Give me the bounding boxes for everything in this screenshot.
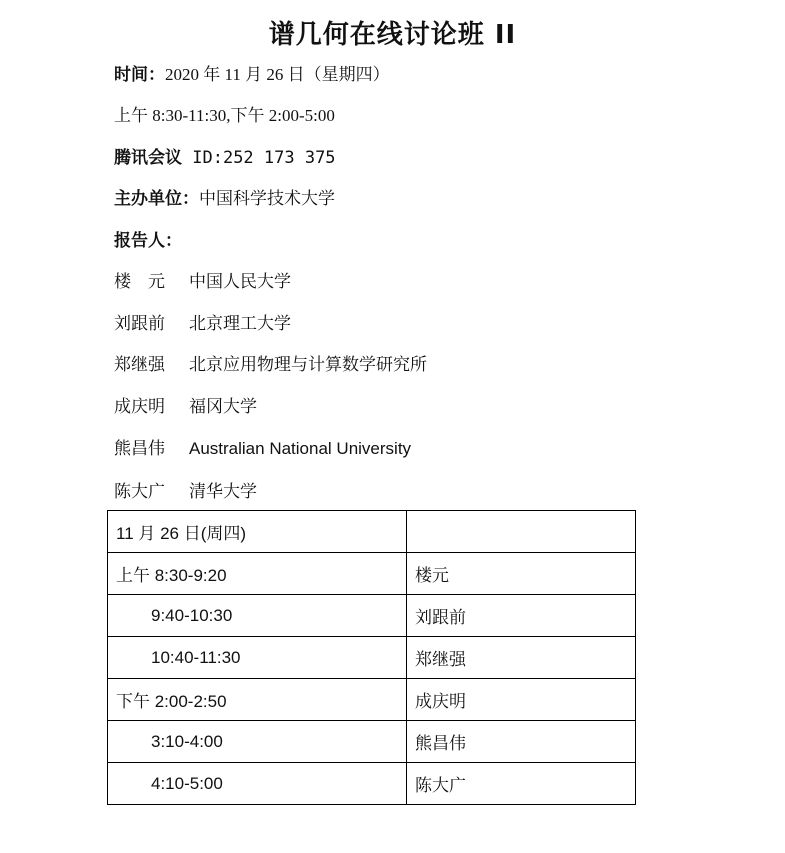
schedule-speaker-cell: 刘跟前: [407, 595, 636, 637]
speaker-name: 楼 元: [114, 272, 165, 291]
speaker-name: 陈大广: [114, 482, 165, 501]
speaker-affiliation: 福冈大学: [189, 397, 257, 416]
schedule-time-cell: 上午 8:30-9:20: [108, 553, 407, 595]
table-row: [108, 679, 636, 721]
organizer-label: 主办单位：: [114, 189, 199, 209]
time-line: [114, 64, 390, 86]
table-row: [108, 637, 636, 679]
schedule-header-empty-cell: [407, 511, 636, 553]
schedule-speaker-cell: 熊昌伟: [407, 721, 636, 763]
speaker-affiliation: 中国人民大学: [189, 272, 291, 291]
speaker-affiliation: Australian National University: [189, 439, 412, 458]
schedule-speaker-cell: 陈大广: [407, 763, 636, 805]
time-label: 时间：: [114, 65, 165, 85]
speaker-name: 郑继强: [114, 355, 165, 374]
speakers-heading: 报告人：: [114, 231, 182, 251]
schedule-time-cell: 9:40-10:30: [108, 595, 407, 637]
page-title: 谱几何在线讨论班 II: [268, 20, 517, 50]
speaker-name: 刘跟前: [114, 314, 165, 333]
schedule-time-cell: 10:40-11:30: [108, 637, 407, 679]
speaker-name: 熊昌伟: [114, 439, 165, 458]
speaker-entry: [114, 354, 427, 376]
schedule-time-cell: 4:10-5:00: [108, 763, 407, 805]
table-row: [108, 595, 636, 637]
table-row: [108, 553, 636, 595]
speaker-entry: [114, 313, 291, 335]
table-row: [108, 721, 636, 763]
meeting-id-value: 252 173 375: [222, 148, 336, 168]
schedule-time-cell: 3:10-4:00: [108, 721, 407, 763]
speaker-entry: [114, 438, 411, 460]
speaker-entry: [114, 396, 257, 418]
meeting-label: 腾讯会议: [114, 148, 182, 168]
meeting-id-label: ID:: [182, 148, 223, 168]
schedule-speaker-cell: 郑继强: [407, 637, 636, 679]
speaker-entry: [114, 481, 257, 503]
schedule-time-cell: 下午 2:00-2:50: [108, 679, 407, 721]
speaker-affiliation: 北京应用物理与计算数学研究所: [189, 355, 427, 374]
hours-line: 上午 8:30-11:30,下午 2:00-5:00: [114, 106, 335, 125]
table-header-row: [108, 511, 636, 553]
speaker-name: 成庆明: [114, 397, 165, 416]
schedule-speaker-cell: 楼元: [407, 553, 636, 595]
schedule-table: [107, 510, 636, 805]
meeting-line: [114, 147, 336, 169]
table-row: [108, 763, 636, 805]
speaker-affiliation: 清华大学: [189, 482, 257, 501]
organizer-line: [114, 188, 335, 210]
organizer-value: 中国科学技术大学: [199, 189, 335, 208]
time-value: 2020 年 11 月 26 日（星期四）: [165, 65, 390, 84]
speaker-affiliation: 北京理工大学: [189, 314, 291, 333]
schedule-speaker-cell: 成庆明: [407, 679, 636, 721]
schedule-date-cell: 11 月 26 日(周四): [108, 511, 407, 553]
speaker-entry: [114, 271, 291, 293]
